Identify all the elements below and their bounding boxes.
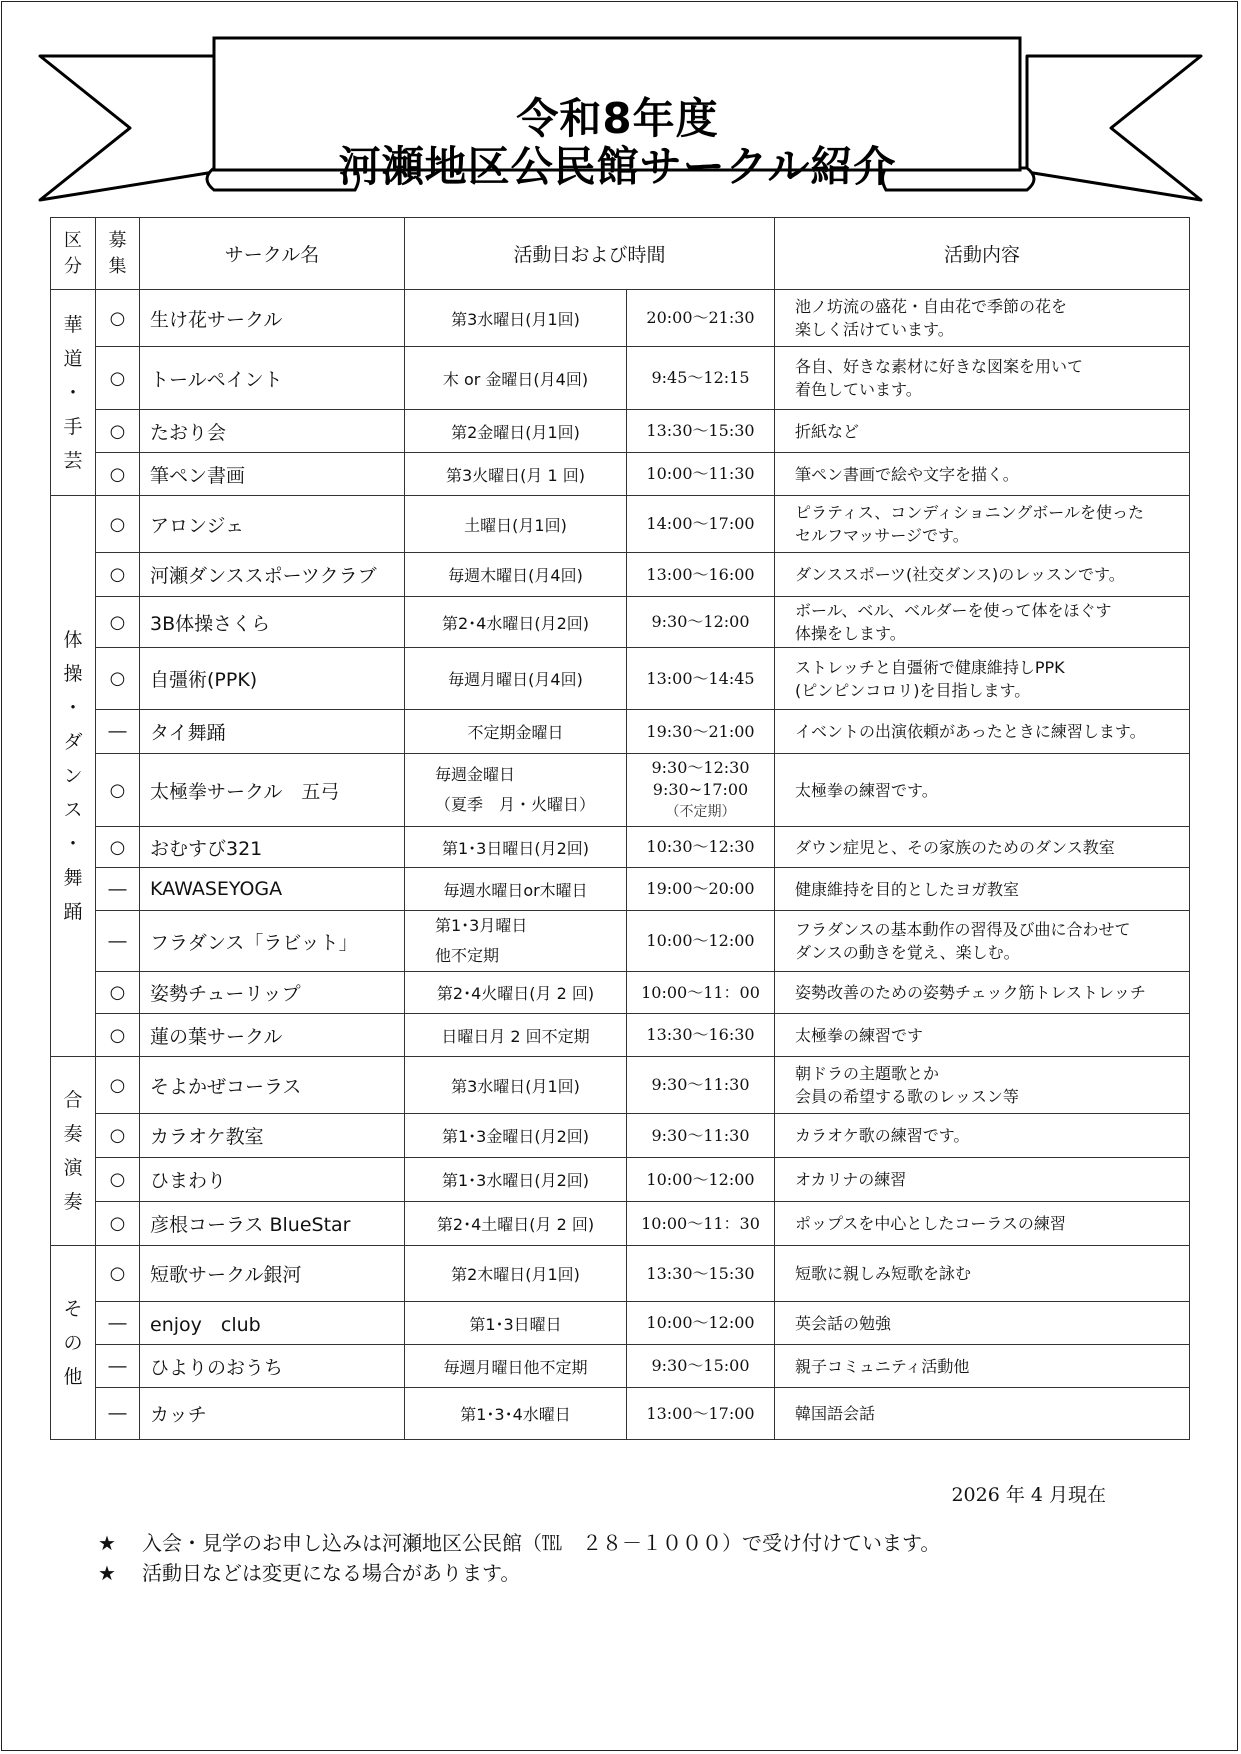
activity-content: [775, 1202, 1190, 1246]
as-of-date: 2026 年 4 月現在: [951, 1484, 1106, 1506]
category-char: 演: [63, 1157, 83, 1179]
table-row: [51, 1302, 1190, 1345]
circle-name: カラオケ教室: [140, 1114, 405, 1158]
activity-content-line: ストレッチと自彊術で健康維持しPPK: [795, 657, 1065, 677]
activity-content: [775, 1158, 1190, 1202]
activity-content: [775, 1114, 1190, 1158]
recruit-status: ○: [96, 597, 140, 648]
activity-content-line: オカリナの練習: [795, 1170, 907, 1189]
activity-time-line: 9:30~17:00: [652, 780, 749, 799]
activity-day: 第2･4水曜日(月2回): [405, 597, 627, 648]
category-char: の: [63, 1331, 83, 1354]
activity-day: 第1･3日曜日(月2回): [405, 827, 627, 868]
activity-content-line: 各自、好きな素材に好きな図案を用いて: [795, 357, 1084, 376]
category-char: ダ: [63, 731, 83, 753]
note-line: [98, 1558, 940, 1588]
activity-day: 毎週月曜日他不定期: [405, 1345, 627, 1388]
circle-name: カッチ: [140, 1388, 405, 1440]
activity-day-line: 第1･3月曜日: [435, 916, 528, 935]
circle-name: 彦根コーラス BlueStar: [140, 1202, 405, 1246]
circle-name: enjoy club: [140, 1302, 405, 1345]
activity-time: 20:00～21:30: [627, 290, 775, 347]
table-row: [51, 410, 1190, 453]
activity-day: 第1･3水曜日(月2回): [405, 1158, 627, 1202]
table-row: [51, 710, 1190, 754]
activity-day: 毎週木曜日(月4回): [405, 553, 627, 597]
circle-name: 太極拳サークル 五弓: [140, 754, 405, 827]
activity-day-line: 毎週金曜日: [435, 765, 516, 784]
circle-name: 筆ペン書画: [140, 453, 405, 496]
category-header: [51, 218, 96, 290]
circle-name: トールペイント: [140, 347, 405, 410]
activity-content: [775, 347, 1190, 410]
activity-time: 13:30～15:30: [627, 1246, 775, 1302]
activity-content-line: 健康維持を目的としたヨガ教室: [795, 879, 1020, 899]
activity-day: 不定期金曜日: [405, 710, 627, 754]
activity-content-line: 親子コミュニティ活動他: [795, 1356, 970, 1376]
category-char: 体: [63, 629, 83, 651]
category-cell: [51, 1057, 96, 1246]
table-row: [51, 972, 1190, 1014]
recruit-status: ―: [96, 1345, 140, 1388]
table-row: [51, 868, 1190, 911]
activity-time: 13:00～17:00: [627, 1388, 775, 1440]
activity-day: 第1･3･4水曜日: [405, 1388, 627, 1440]
category-header-char: 区: [64, 229, 82, 251]
page-title-year: 令和8年度: [516, 94, 719, 143]
category-char: 操: [63, 663, 83, 685]
recruit-status: ○: [96, 1202, 140, 1246]
activity-day: 毎週水曜日or木曜日: [405, 868, 627, 911]
circle-name: 自彊術(PPK): [140, 648, 405, 710]
activity-time: 13:00～16:00: [627, 553, 775, 597]
activity-content: [775, 648, 1190, 710]
activity-content: [775, 1302, 1190, 1345]
activity-day: 第1･3金曜日(月2回): [405, 1114, 627, 1158]
activity-time: 10:00～12:00: [627, 911, 775, 972]
category-char: 奏: [63, 1123, 83, 1145]
recruit-status: ―: [96, 911, 140, 972]
activity-time: 13:00～14:45: [627, 648, 775, 710]
circle-name: 河瀬ダンススポーツクラブ: [140, 553, 405, 597]
activity-content: [775, 710, 1190, 754]
activity-content: [775, 972, 1190, 1014]
circle-name: KAWASEYOGA: [140, 868, 405, 911]
table-row: [51, 453, 1190, 496]
circle-name: おむすび321: [140, 827, 405, 868]
activity-content-line: イベントの出演依頼があったときに練習します。: [795, 722, 1146, 741]
activity-time: 10:00～11：30: [627, 1202, 775, 1246]
activity-time: 14:00～17:00: [627, 496, 775, 553]
category-char: 奏: [63, 1191, 83, 1213]
activity-time: 19:00～20:00: [627, 868, 775, 911]
activity-time: 19:30～21:00: [627, 710, 775, 754]
activity-time-line: 9:30～12:30: [651, 758, 750, 777]
recruit-header-char: 募: [108, 229, 127, 251]
table-row: [51, 1202, 1190, 1246]
activity-content: [775, 1014, 1190, 1057]
activity-content-line: 英会話の勉強: [795, 1313, 892, 1333]
activity-content-line: ボール、ベル、ベルダーを使って体をほぐす: [795, 601, 1112, 620]
circle-name: アロンジェ: [140, 496, 405, 553]
category-char: そ: [63, 1297, 83, 1320]
recruit-status: ―: [96, 710, 140, 754]
table-row: [51, 553, 1190, 597]
note-text: 入会・見学のお申し込みは河瀬地区公民館（℡ ２８－１０００）で受け付けています。: [142, 1531, 941, 1555]
activity-content-line: (ピンピンコロリ)を目指します。: [795, 680, 1031, 700]
schedule-header: 活動日および時間: [405, 218, 775, 290]
activity-time: 10:00～12:00: [627, 1302, 775, 1345]
table-row: [51, 1014, 1190, 1057]
activity-content-line: カラオケ歌の練習です。: [795, 1126, 970, 1145]
activity-time: 9:30～12:00: [627, 597, 775, 648]
category-cell: [51, 1246, 96, 1440]
activity-content: [775, 1345, 1190, 1388]
table-row: [51, 1057, 1190, 1114]
circle-name: フラダンス「ラビット」: [140, 911, 405, 972]
circle-name: 3B体操さくら: [140, 597, 405, 648]
activity-content-line: ポップスを中心としたコーラスの練習: [795, 1214, 1066, 1233]
activity-content-line: 太極拳の練習です: [795, 1025, 924, 1045]
circle-name: ひまわり: [140, 1158, 405, 1202]
title-banner: [0, 30, 1241, 210]
activity-day: 土曜日(月1回): [405, 496, 627, 553]
activity-content-line: 体操をします。: [795, 624, 906, 643]
circle-name: 生け花サークル: [140, 290, 405, 347]
notes: [98, 1528, 940, 1588]
recruit-status: ―: [96, 868, 140, 911]
table-row: [51, 1114, 1190, 1158]
recruit-status: ○: [96, 972, 140, 1014]
table-row: [51, 648, 1190, 710]
circle-name: タイ舞踊: [140, 710, 405, 754]
activity-content-line: 太極拳の練習です。: [795, 780, 938, 800]
activity-time-note: （不定期）: [665, 804, 736, 820]
activity-content: [775, 290, 1190, 347]
activity-time: 10:00～12:00: [627, 1158, 775, 1202]
activity-day: 第3火曜日(月 1 回): [405, 453, 627, 496]
recruit-status: ○: [96, 290, 140, 347]
recruit-header: [96, 218, 140, 290]
activity-time: 13:30～16:30: [627, 1014, 775, 1057]
table-row: [51, 290, 1190, 347]
activity-time: 9:30～11:30: [627, 1057, 775, 1114]
activity-content-line: 池ノ坊流の盛花・自由花で季節の花を: [795, 297, 1068, 316]
content-header: 活動内容: [775, 218, 1190, 290]
activity-day: 第2･4土曜日(月 2 回): [405, 1202, 627, 1246]
category-char: ・: [63, 833, 83, 855]
recruit-status: ○: [96, 553, 140, 597]
activity-content-line: 姿勢改善のための姿勢チェック筋トレストレッチ: [795, 983, 1146, 1002]
circle-name: 短歌サークル銀河: [140, 1246, 405, 1302]
activity-content: [775, 553, 1190, 597]
activity-day: 第3水曜日(月1回): [405, 290, 627, 347]
activity-content-line: 着色しています。: [795, 380, 922, 399]
recruit-status: ―: [96, 1388, 140, 1440]
activity-content: [775, 453, 1190, 496]
activity-day-line: （夏季 月・火曜日）: [435, 795, 596, 814]
recruit-status: ○: [96, 1158, 140, 1202]
table-row: [51, 1345, 1190, 1388]
activity-time: 9:30～11:30: [627, 1114, 775, 1158]
category-char: 踊: [63, 901, 83, 923]
circle-name: 蓮の葉サークル: [140, 1014, 405, 1057]
activity-day: 第2金曜日(月1回): [405, 410, 627, 453]
table-row: [51, 754, 1190, 827]
activity-content-line: 楽しく活けています。: [795, 320, 954, 339]
activity-time: 9:30～15:00: [627, 1345, 775, 1388]
activity-day: 日曜日月 2 回不定期: [405, 1014, 627, 1057]
table-row: [51, 911, 1190, 972]
recruit-status: ○: [96, 754, 140, 827]
category-header-char: 分: [64, 255, 82, 277]
note-line: [98, 1528, 940, 1558]
recruit-status: ○: [96, 827, 140, 868]
table-row: [51, 597, 1190, 648]
activity-content: [775, 1057, 1190, 1114]
activity-content: [775, 827, 1190, 868]
activity-time: 13:30～15:30: [627, 410, 775, 453]
category-char: ス: [63, 799, 83, 821]
activity-time: 10:00～11:30: [627, 453, 775, 496]
star-icon: ★: [98, 1561, 116, 1585]
activity-content-line: ダンスの動きを覚え、楽しむ。: [795, 943, 1020, 962]
circle-name: ひよりのおうち: [140, 1345, 405, 1388]
page-title: 河瀬地区公民館サークル紹介: [338, 142, 897, 191]
activity-content: [775, 911, 1190, 972]
activity-content-line: 短歌に親しみ短歌を詠む: [795, 1264, 972, 1283]
activity-day: 毎週月曜日(月4回): [405, 648, 627, 710]
activity-day: 第2･4火曜日(月 2 回): [405, 972, 627, 1014]
recruit-status: ○: [96, 1057, 140, 1114]
recruit-status: ○: [96, 1114, 140, 1158]
activity-day-line: 他不定期: [435, 946, 500, 965]
activity-time: [627, 754, 775, 827]
category-cell: [51, 496, 96, 1057]
category-cell: [51, 290, 96, 496]
activity-content: [775, 868, 1190, 911]
category-char: 他: [63, 1365, 83, 1388]
category-char: ・: [63, 381, 83, 404]
activity-content-line: ピラティス、コンディショニングボールを使った: [795, 503, 1144, 522]
activity-day: 木 or 金曜日(月4回): [405, 347, 627, 410]
star-icon: ★: [98, 1531, 116, 1555]
category-char: 手: [63, 415, 83, 438]
activity-content: [775, 597, 1190, 648]
circle-table: [50, 217, 1190, 1440]
category-char: 芸: [63, 449, 83, 472]
activity-day: [405, 911, 627, 972]
activity-content-line: セルフマッサージです。: [795, 526, 969, 545]
category-char: 華: [63, 313, 83, 336]
activity-content-line: 朝ドラの主題歌とか: [795, 1064, 940, 1083]
table-row: [51, 496, 1190, 553]
activity-content-line: 会員の希望する歌のレッスン等: [795, 1087, 1019, 1106]
note-text: 活動日などは変更になる場合があります。: [142, 1561, 521, 1585]
recruit-status: ○: [96, 648, 140, 710]
recruit-status: ○: [96, 347, 140, 410]
activity-content-line: 韓国語会話: [795, 1404, 876, 1423]
table-row: [51, 1158, 1190, 1202]
table-row: [51, 347, 1190, 410]
recruit-status: ○: [96, 496, 140, 553]
activity-day: 第3水曜日(月1回): [405, 1057, 627, 1114]
recruit-status: ○: [96, 1246, 140, 1302]
table-row: [51, 1388, 1190, 1440]
activity-content: [775, 496, 1190, 553]
category-char: ン: [63, 765, 83, 787]
recruit-status: ―: [96, 1302, 140, 1345]
activity-time: 9:45～12:15: [627, 347, 775, 410]
activity-time: 10:00～11：00: [627, 972, 775, 1014]
activity-content: [775, 1246, 1190, 1302]
recruit-header-char: 集: [108, 255, 127, 277]
circle-name: そよかぜコーラス: [140, 1057, 405, 1114]
recruit-status: ○: [96, 453, 140, 496]
table-row: [51, 1246, 1190, 1302]
category-char: 道: [63, 347, 83, 370]
activity-day: [405, 754, 627, 827]
activity-content-line: ダウン症児と、その家族のためのダンス教室: [795, 837, 1115, 857]
activity-content: [775, 1388, 1190, 1440]
recruit-status: ○: [96, 1014, 140, 1057]
table-header-row: [51, 218, 1190, 290]
activity-content: [775, 410, 1190, 453]
circle-name: たおり会: [140, 410, 405, 453]
activity-content-line: 筆ペン書画で絵や文字を描く。: [795, 464, 1019, 484]
activity-content-line: フラダンスの基本動作の習得及び曲に合わせて: [795, 920, 1131, 939]
category-char: ・: [63, 697, 83, 719]
activity-content: [775, 754, 1190, 827]
activity-day: 第1･3日曜日: [405, 1302, 627, 1345]
activity-content-line: 折紙など: [795, 421, 860, 441]
activity-day: 第2木曜日(月1回): [405, 1246, 627, 1302]
category-char: 合: [63, 1089, 83, 1111]
activity-time: 10:30～12:30: [627, 827, 775, 868]
table-row: [51, 827, 1190, 868]
activity-content-line: ダンススポーツ(社交ダンス)のレッスンです。: [795, 565, 1125, 584]
category-char: 舞: [63, 867, 83, 889]
recruit-status: ○: [96, 410, 140, 453]
circle-name-header: サークル名: [140, 218, 405, 290]
circle-name: 姿勢チューリップ: [140, 972, 405, 1014]
